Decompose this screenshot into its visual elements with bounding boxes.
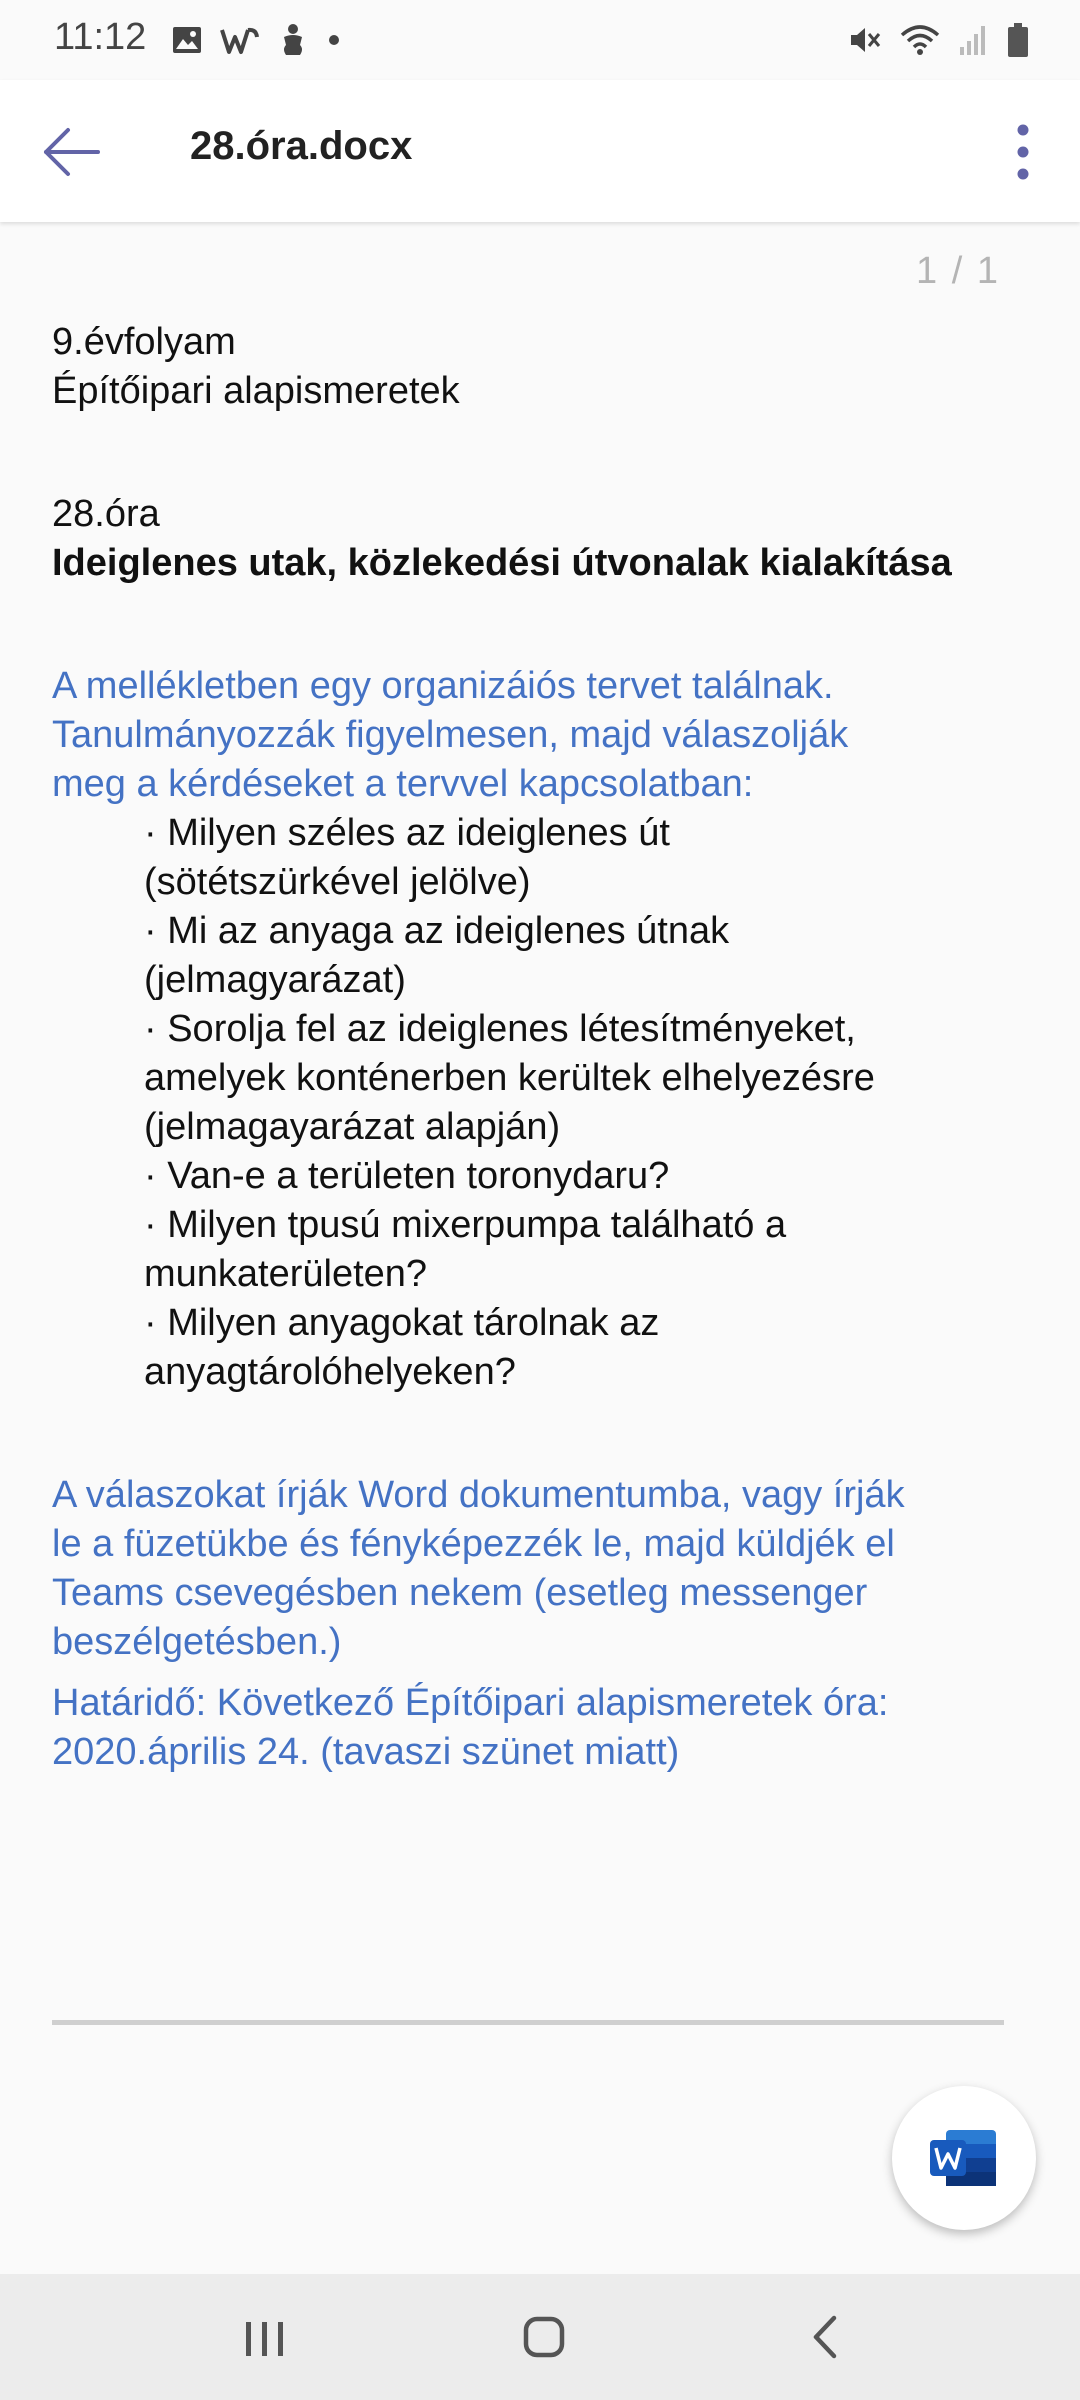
- battery-icon: [1006, 22, 1030, 58]
- instructions-line: Teams csevegésben nekem (esetleg messenger: [52, 1572, 868, 1614]
- document-title: 28.óra.docx: [190, 124, 413, 168]
- question-line: · Van-e a területen toronydaru?: [144, 1155, 670, 1197]
- figure-icon: [278, 23, 308, 57]
- instructions-line: le a füzetükbe és fényképezzék le, majd küldjék el: [52, 1523, 895, 1565]
- intro-paragraph: [52, 662, 1032, 809]
- navigation-bar: [0, 2274, 1080, 2400]
- question-line: · Mi az anyaga az ideiglenes útnak: [144, 910, 730, 952]
- deadline-paragraph: [52, 1679, 1032, 1777]
- question-line: · Milyen tpusú mixerpumpa található a: [144, 1204, 787, 1246]
- back-icon[interactable]: [786, 2304, 866, 2370]
- lesson-title: Ideiglenes utak, közlekedési útvonalak kialakítása: [52, 542, 952, 584]
- subject-line: Építőipari alapismeretek: [52, 370, 460, 412]
- w-app-icon: [220, 25, 260, 55]
- instructions-paragraph: [52, 1471, 1032, 1667]
- word-app-icon: [930, 2128, 998, 2188]
- page-end-divider: [52, 2020, 1004, 2025]
- question-line: · Milyen széles az ideiglenes út: [144, 812, 670, 854]
- instructions-line: A válaszokat írják Word dokumentumba, vagy írják: [52, 1474, 905, 1516]
- open-in-word-button[interactable]: [892, 2086, 1036, 2230]
- home-icon[interactable]: [504, 2304, 584, 2370]
- question-line: (jelmagyarázat): [144, 959, 406, 1001]
- intro-line: A mellékletben egy organizáiós tervet találnak.: [52, 665, 834, 707]
- question-line: amelyek konténerben kerültek elhelyezésre: [144, 1057, 875, 1099]
- question-line: munkaterületen?: [144, 1253, 428, 1295]
- document-body[interactable]: [52, 318, 1032, 1777]
- deadline-line: Határidő: Következő Építőipari alapismeretek óra:: [52, 1682, 889, 1724]
- status-bar: [0, 0, 1080, 80]
- deadline-line: 2020.április 24. (tavaszi szünet miatt): [52, 1731, 680, 1773]
- app-bar: [0, 80, 1080, 222]
- question-list: [144, 809, 1032, 1397]
- question-line: (jelmagayarázat alapján): [144, 1106, 561, 1148]
- intro-line: Tanulmányozzák figyelmesen, majd válaszolják: [52, 714, 849, 756]
- page-counter: 1 / 1: [916, 250, 1000, 292]
- image-icon: [172, 25, 202, 55]
- question-line: · Milyen anyagokat tárolnak az: [144, 1302, 660, 1344]
- arrow-left-icon[interactable]: [40, 120, 104, 184]
- instructions-line: beszélgetésben.): [52, 1621, 342, 1663]
- more-vert-icon[interactable]: [996, 114, 1050, 190]
- mute-icon: [848, 23, 882, 57]
- question-line: anyagtárolóhelyeken?: [144, 1351, 516, 1393]
- recent-apps-icon[interactable]: [224, 2304, 304, 2370]
- question-line: (sötétszürkével jelölve): [144, 861, 531, 903]
- dot-icon: [326, 32, 342, 48]
- question-line: · Sorolja fel az ideiglenes létesítményeket,: [144, 1008, 856, 1050]
- signal-icon: [958, 23, 988, 57]
- status-time: 11:12: [54, 16, 147, 58]
- wifi-icon: [900, 23, 940, 57]
- lesson-line: 28.óra: [52, 493, 160, 535]
- intro-line: meg a kérdéseket a tervvel kapcsolatban:: [52, 763, 754, 805]
- grade-line: 9.évfolyam: [52, 321, 236, 363]
